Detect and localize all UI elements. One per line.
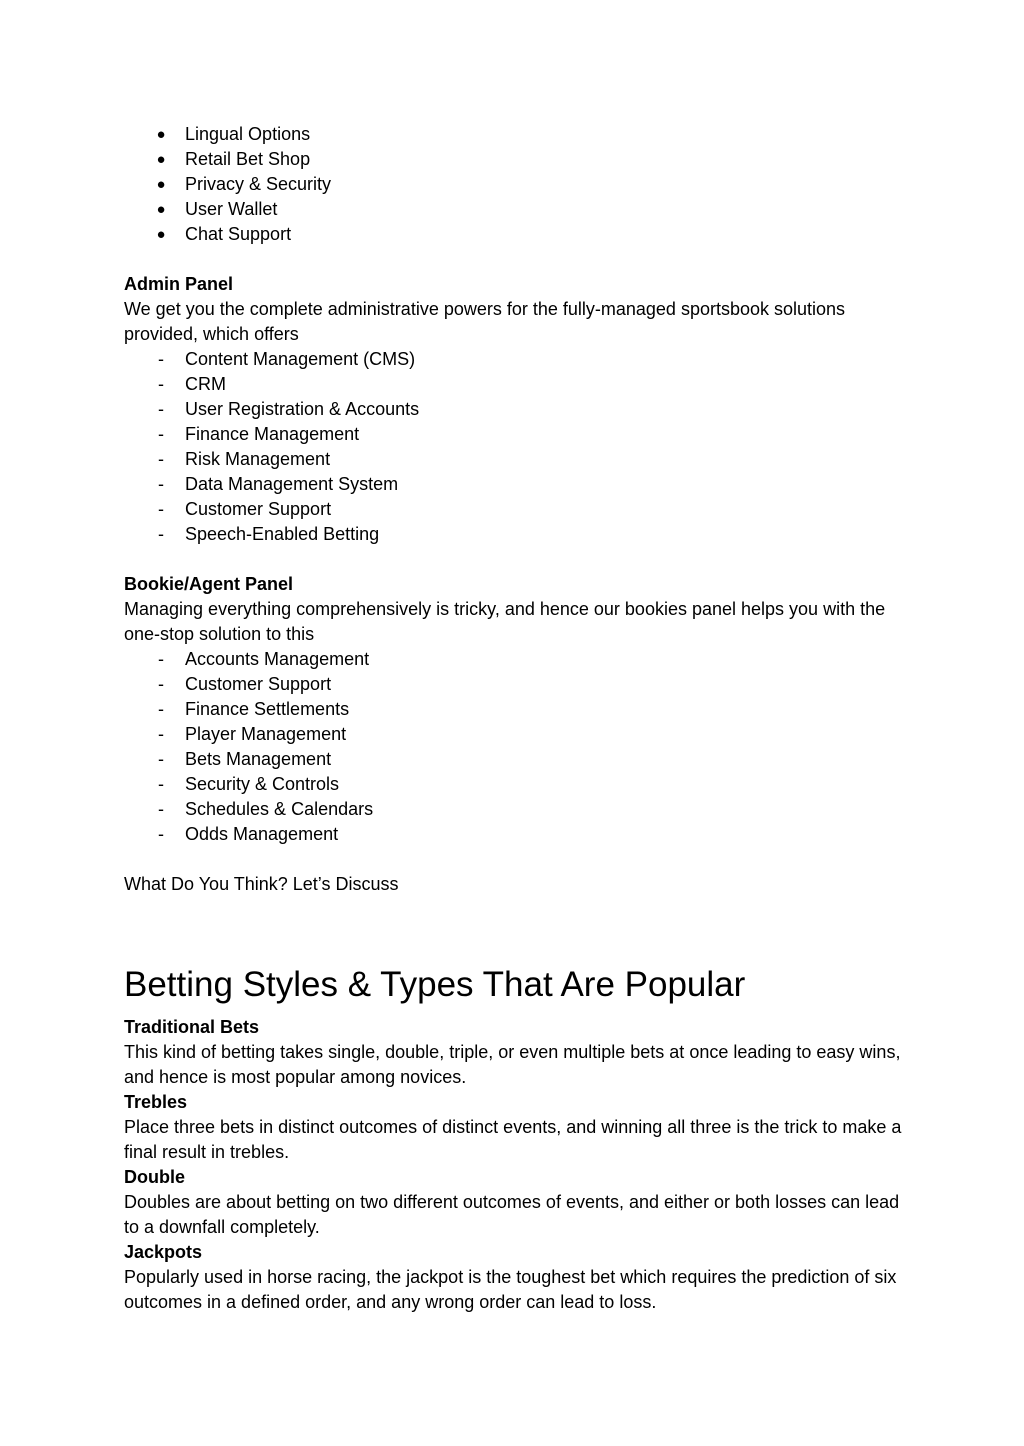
section-title: Betting Styles & Types That Are Popular [124, 965, 746, 1004]
dash-marker: - [158, 674, 164, 694]
list-item: - Risk Management [124, 447, 904, 472]
list-item: - CRM [124, 372, 904, 397]
bullet-icon: ● [156, 226, 166, 243]
bookie-panel-list [124, 647, 904, 847]
admin-panel-heading: Admin Panel [124, 274, 234, 294]
dash-marker: - [158, 499, 164, 519]
dash-marker: - [158, 724, 164, 744]
list-item: ● User Wallet [124, 197, 904, 222]
dash-marker: - [158, 524, 164, 544]
dash-marker: - [158, 474, 164, 494]
list-item: ● Lingual Options [124, 122, 904, 147]
discuss-cta: What Do You Think? Let’s Discuss [124, 874, 399, 894]
dash-marker: - [158, 374, 164, 394]
list-item: - Finance Management [124, 422, 904, 447]
dash-marker: - [158, 649, 164, 669]
list-item: - Speech-Enabled Betting [124, 522, 904, 547]
list-item: - Accounts Management [124, 647, 904, 672]
list-item: ● Retail Bet Shop [124, 147, 904, 172]
dash-marker: - [158, 349, 164, 369]
dash-marker: - [158, 424, 164, 444]
entry-text: Place three bets in distinct outcomes of distinct events, and winning all three is the trick to make a final result in trebles. [124, 1117, 902, 1162]
betting-type-entry [124, 1240, 904, 1315]
dash-marker: - [158, 699, 164, 719]
entry-text: Doubles are about betting on two different outcomes of events, and either or both losses can lead to a downfall completely. [124, 1192, 900, 1237]
list-item: - Data Management System [124, 472, 904, 497]
dash-marker: - [158, 399, 164, 419]
bullet-icon: ● [156, 151, 166, 168]
list-item: - Schedules & Calendars [124, 797, 904, 822]
dash-marker: - [158, 449, 164, 469]
entry-text: Popularly used in horse racing, the jackpot is the toughest bet which requires the prediction of six outcomes in a defined order, and any wrong order can lead to loss. [124, 1267, 897, 1312]
betting-type-entry [124, 1015, 904, 1090]
betting-type-entry [124, 1090, 904, 1165]
bookie-panel-intro: Managing everything comprehensively is tricky, and hence our bookies panel helps you with the one-stop solution to this [124, 599, 886, 644]
entry-heading: Traditional Bets [124, 1017, 260, 1037]
list-item: ● Privacy & Security [124, 172, 904, 197]
admin-panel-list [124, 347, 904, 547]
dash-marker: - [158, 749, 164, 769]
dash-marker: - [158, 774, 164, 794]
document-page [124, 122, 904, 1315]
list-item: - Security & Controls [124, 772, 904, 797]
list-item: - Customer Support [124, 672, 904, 697]
entry-text: This kind of betting takes single, double, triple, or even multiple bets at once leading to easy wins, and hence is most popular among novices. [124, 1042, 901, 1087]
feature-bullet-list [124, 122, 904, 247]
entry-heading: Trebles [124, 1092, 188, 1112]
list-item: - Bets Management [124, 747, 904, 772]
bullet-icon: ● [156, 126, 166, 143]
dash-marker: - [158, 799, 164, 819]
list-item: - User Registration & Accounts [124, 397, 904, 422]
list-item: - Content Management (CMS) [124, 347, 904, 372]
bullet-icon: ● [156, 201, 166, 218]
admin-panel-intro: We get you the complete administrative powers for the fully-managed sportsbook solutions provided, which offers [124, 299, 846, 344]
dash-marker: - [158, 824, 164, 844]
bookie-panel-heading: Bookie/Agent Panel [124, 574, 294, 594]
bullet-icon: ● [156, 176, 166, 193]
list-item: - Player Management [124, 722, 904, 747]
list-item: - Customer Support [124, 497, 904, 522]
betting-type-entry [124, 1165, 904, 1240]
entry-heading: Double [124, 1167, 185, 1187]
list-item: - Odds Management [124, 822, 904, 847]
entry-heading: Jackpots [124, 1242, 203, 1262]
list-item: ● Chat Support [124, 222, 904, 247]
list-item: - Finance Settlements [124, 697, 904, 722]
